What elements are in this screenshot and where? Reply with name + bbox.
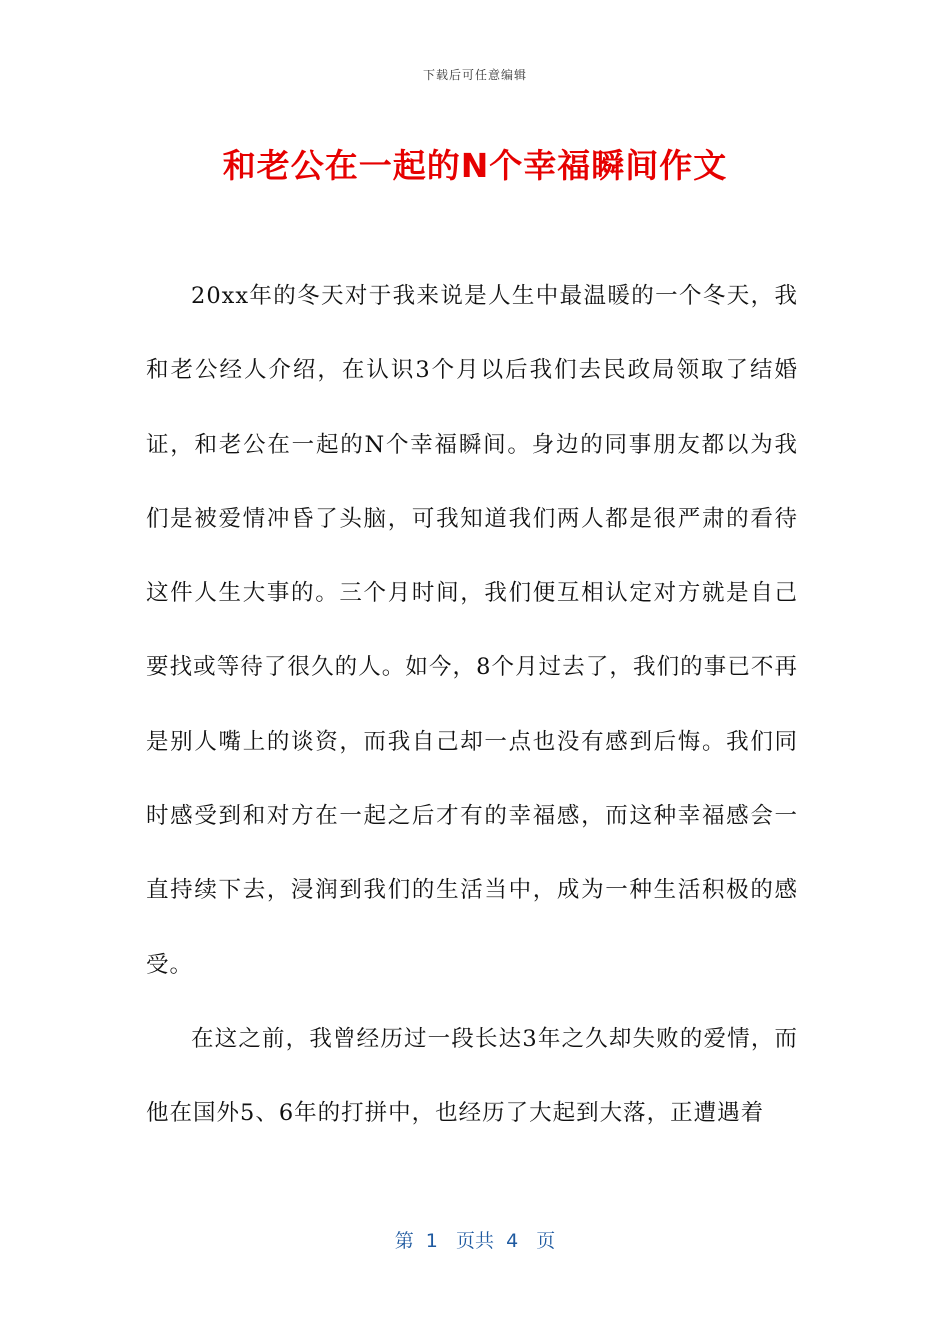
document-title: 和老公在一起的N个幸福瞬间作文 xyxy=(222,146,728,185)
paragraph-1: 20xx年的冬天对于我来说是人生中最温暖的一个冬天，我和老公经人介绍，在认识3个月以后我们去民政局领取了结婚证，和老公在一起的N个幸福瞬间。身边的同事朋友都以为我们是被爱情冲昏了头脑，可我知道我们两人都是很严肃的看待这件人生大事的。三个月时间，我们便互相认定对方就是自己要找或等待了很久的人。如今，8个月过去了，我们的事已不再是别人嘴上的谈资，而我自己却一点也没有感到后悔。我们同时感受到和对方在一起之后才有的幸福感，而这种幸福感会一直持续下去，浸润到我们的生活当中，成为一种生活积极的感受。 xyxy=(146,283,798,978)
header-note: 下载后可任意编辑 xyxy=(422,68,527,82)
document-body xyxy=(146,259,798,1151)
paragraph-2: 在这之前，我曾经历过一段长达3年之久却失败的爱情，而他在国外5、6年的打拼中，也经历了大起到大落，正遭遇着 xyxy=(146,1025,798,1127)
page-number-footer: 第 1 页共 4 页 xyxy=(394,1230,556,1252)
